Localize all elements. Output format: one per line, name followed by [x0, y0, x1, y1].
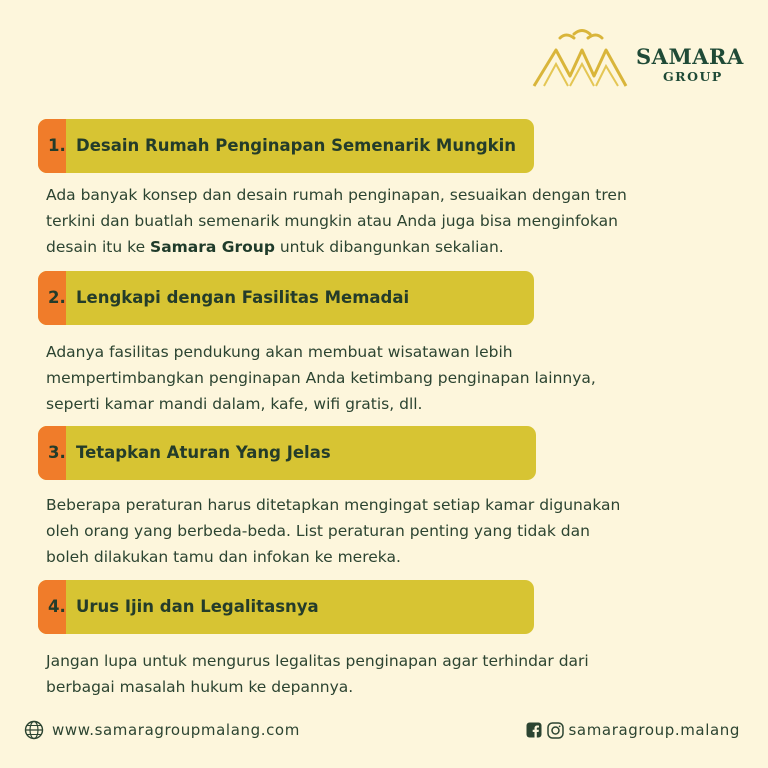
footer-social[interactable]: [526, 718, 741, 742]
description-line: Adanya fasilitas pendukung akan membuat wisatawan lebih: [46, 343, 513, 361]
facebook-icon[interactable]: [526, 722, 542, 738]
description-line: mempertimbangkan penginapan Anda ketimbang penginapan lainnya,: [46, 369, 596, 387]
website-url[interactable]: www.samaragroupmalang.com: [52, 721, 300, 739]
social-handle[interactable]: samaragroup.malang: [568, 721, 740, 739]
description-line: Ada banyak konsep dan desain rumah penginapan, sesuaikan dengan tren: [46, 186, 627, 204]
item-3-banner: [38, 426, 536, 480]
description-line: [46, 234, 746, 260]
item-3-number: 3.: [48, 443, 66, 462]
description-line: berbagai masalah hukum ke depannya.: [46, 678, 354, 696]
description-line: Beberapa peraturan harus ditetapkan mengingat setiap kamar digunakan: [46, 496, 621, 514]
item-4-number: 4.: [48, 597, 66, 616]
item-4-title: Urus Ijin dan Legalitasnya: [76, 597, 319, 616]
globe-icon: [24, 720, 44, 740]
brand-mention: Samara Group: [150, 238, 275, 256]
item-1-number: 1.: [48, 136, 66, 155]
description-text: untuk dibangunkan sekalian.: [274, 238, 504, 256]
item-2-banner: [38, 271, 534, 325]
item-2-number: 2.: [48, 288, 66, 307]
description-line: Jangan lupa untuk mengurus legalitas penginapan agar terhindar dari: [46, 652, 589, 670]
item-2-description: [46, 339, 746, 417]
item-4-description: [46, 648, 746, 700]
item-1-title: Desain Rumah Penginapan Semenarik Mungkin: [76, 136, 517, 155]
description-line: seperti kamar mandi dalam, kafe, wifi gratis, dll.: [46, 395, 423, 413]
description-line: oleh orang yang berbeda-beda. List peraturan penting yang tidak dan: [46, 522, 590, 540]
description-line: boleh dilakukan tamu dan infokan ke mereka.: [46, 548, 401, 566]
item-1-banner: [38, 119, 534, 173]
item-1-description: [46, 182, 746, 260]
description-text: desain itu ke: [46, 238, 151, 256]
description-line: terkini dan buatlah semenarik mungkin atau Anda juga bisa menginfokan: [46, 212, 618, 230]
brand-name: SAMARA: [636, 44, 744, 69]
brand-logo: [530, 28, 750, 94]
footer-website[interactable]: [24, 718, 300, 742]
item-4-banner: [38, 580, 534, 634]
logo-mark-icon: [530, 28, 630, 94]
item-3-description: [46, 492, 746, 570]
brand-sub: GROUP: [663, 69, 723, 84]
item-2-title: Lengkapi dengan Fasilitas Memadai: [76, 288, 410, 307]
instagram-icon[interactable]: [547, 722, 564, 739]
item-3-title: Tetapkan Aturan Yang Jelas: [76, 443, 331, 462]
